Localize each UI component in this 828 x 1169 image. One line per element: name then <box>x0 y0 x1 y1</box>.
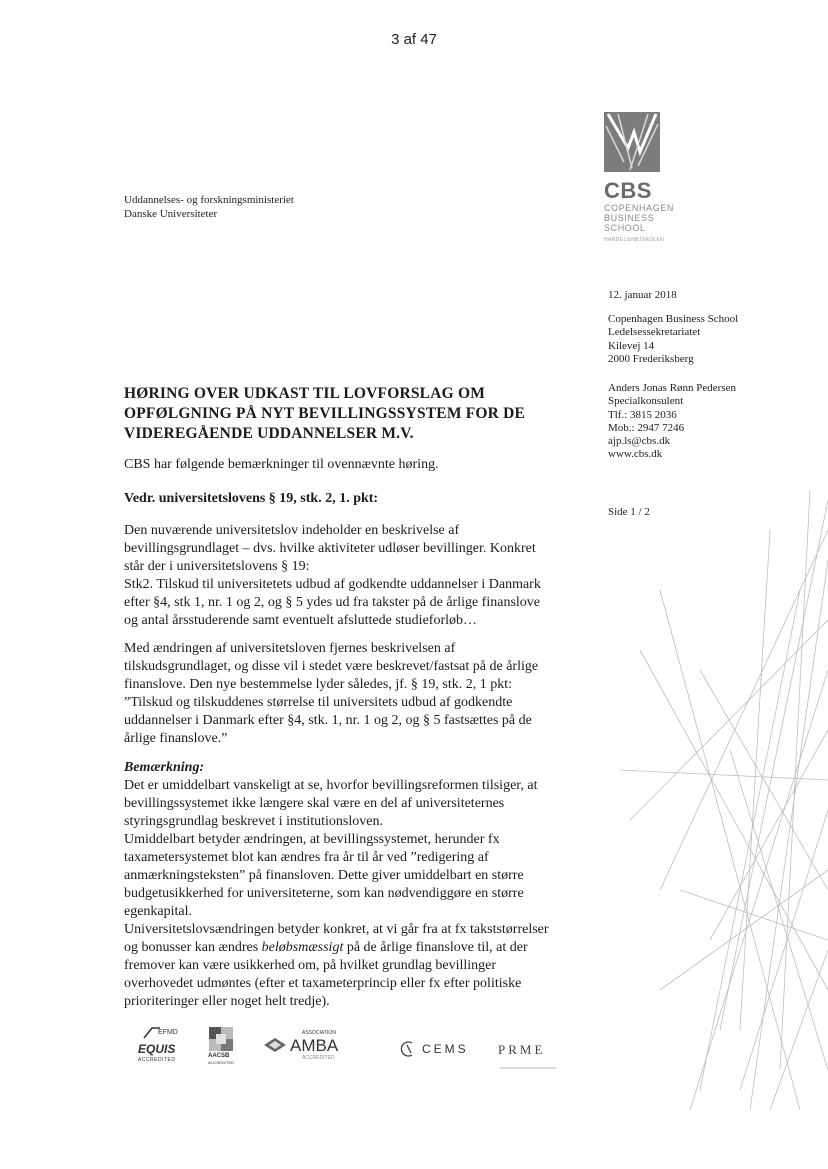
amba-sub-text: ACCREDITED <box>302 1055 335 1061</box>
sender-street: Kilevej 14 <box>608 339 655 352</box>
text-fragment: på de årlige finanslove til, at der <box>343 940 528 955</box>
equis-text: EQUIS <box>138 1042 176 1056</box>
section-heading: Vedr. universitetslovens § 19, stk. 2, 1. pkt: <box>124 491 379 506</box>
sender-dept: Ledelsessekretariatet <box>608 326 701 339</box>
accreditation-logos <box>124 1024 574 1074</box>
text-line: årlige finanslove.” <box>124 731 228 746</box>
paragraph-1 <box>124 522 584 630</box>
text-fragment: og bonusser kan ændres <box>124 940 262 955</box>
prme-logo <box>498 1042 558 1076</box>
recipient-block <box>124 193 294 221</box>
amba-text: AMBA <box>290 1036 339 1055</box>
page-indicator: 3 af 47 <box>391 31 437 48</box>
logo-name: CBS <box>604 178 652 203</box>
text-line: Universitetslovsændringen betyder konkret, at vi går fra at fx takststørrelser <box>124 922 549 937</box>
paragraph-3 <box>124 777 584 1011</box>
text-line: prioriteringer eller noget helt tredje). <box>124 994 330 1009</box>
emphasis-text: beløbsmæssigt <box>261 940 344 955</box>
text-line: bevillingssystemet ikke længere skal være en del af universiteternes <box>124 796 505 811</box>
text-line: overhovedet udmøntes (efter et taxameterprincip eller fx efter politiske <box>124 976 522 991</box>
text-line: efter §4, stk 1, nr. 1 og 2, og § 5 ydes ud fra takster på de årlige finanslove <box>124 595 541 610</box>
text-line: uddannelser i Danmark efter §4, stk. 1, nr. 1 og 2, og § 5 fastsættes på de <box>124 713 532 728</box>
recipient-line: Danske Universiteter <box>124 208 218 220</box>
title-line: VIDEREGÅENDE UDDANNELSER M.V. <box>124 425 414 442</box>
sender-role: Specialkonsulent <box>608 395 684 408</box>
sender-email[interactable]: ajp.ls@cbs.dk <box>608 435 671 448</box>
page-counter: Side 1 / 2 <box>608 506 650 518</box>
remark-heading: Bemærkning: <box>124 760 205 775</box>
text-line: tilskudsgrundlaget, og disse vil i stedet være beskrevet/fastsat på de årlige <box>124 659 539 674</box>
text-line: bevillingsgrundlaget – dvs. hvilke aktiviteter udløser bevillinger. Konkret <box>124 541 536 556</box>
letter-date: 12. januar 2018 <box>608 289 677 301</box>
logo-line-3: HANDELSHØJSKOLEN <box>604 237 665 243</box>
sender-mobile: Mob.: 2947 7246 <box>608 421 685 434</box>
text-line: Det er umiddelbart vanskeligt at se, hvorfor bevillingsreformen tilsiger, at <box>124 778 538 793</box>
text-line: anmærkningsteksten” på finansloven. Dette giver umiddelbart en større <box>124 868 524 883</box>
text-line: budgetusikkerhed for universiteterne, som kan nødvendiggøre en større <box>124 886 524 901</box>
equis-sub-text: ACCREDITED <box>138 1057 176 1063</box>
text-line <box>124 939 584 957</box>
text-line: Den nuværende universitetslov indeholder en beskrivelse af <box>124 523 460 538</box>
sender-phone: Tlf.: 3815 2036 <box>608 408 677 421</box>
text-line: finanslove. Den nye bestemmelse lyder således, jf. § 19, stk. 2, 1 pkt: <box>124 677 513 692</box>
intro-text: CBS har følgende bemærkninger til ovennævnte høring. <box>124 457 439 472</box>
amba-mark-icon <box>262 1036 288 1054</box>
paragraph-2 <box>124 640 584 748</box>
title-line: OPFØLGNING PÅ NYT BEVILLINGSSYSTEM FOR DE <box>124 405 526 422</box>
aacsb-mark-icon <box>208 1026 234 1052</box>
aacsb-sub-text: ACCREDITED <box>208 1060 235 1065</box>
text-line: Med ændringen af universitetsloven fjernes beskrivelsen af <box>124 641 456 656</box>
sender-contact <box>608 382 736 462</box>
text-line: ”Tilskud og tilskuddenes størrelse til universitets udbud af godkendte <box>124 695 513 710</box>
text-line: fremover kan være usikkerhed om, på hvilket grundlag bevillinger <box>124 958 497 973</box>
cbs-logo <box>604 112 694 243</box>
text-line: Stk2. Tilskud til universitetets udbud af godkendte uddannelser i Danmark <box>124 577 541 592</box>
sender-person: Anders Jonas Rønn Pedersen <box>608 382 737 394</box>
text-line: egenkapital. <box>124 904 193 919</box>
prme-text: PRME <box>498 1042 546 1057</box>
decorative-lines-graphic <box>600 470 828 1110</box>
sender-city: 2000 Frederiksberg <box>608 352 694 365</box>
sender-web[interactable]: www.cbs.dk <box>608 448 663 461</box>
cbs-logo-mark-icon <box>604 112 660 172</box>
document-title <box>124 384 564 444</box>
equis-top-text: EFMD <box>158 1029 178 1036</box>
prme-underline-icon <box>498 1065 558 1071</box>
text-line: står der i universitetslovens § 19: <box>124 559 310 574</box>
text-line: taxametersystemet blot kan ændres fra år til år ved ”redigering af <box>124 850 489 865</box>
cems-mark-icon <box>398 1040 418 1058</box>
aacsb-logo <box>208 1026 238 1065</box>
logo-line-2: BUSINESS SCHOOL <box>604 213 655 233</box>
text-line: styringsgrundlag beskrevet i institutionsloven. <box>124 814 383 829</box>
recipient-line: Uddannelses- og forskningsministeriet <box>124 194 294 206</box>
text-line: Umiddelbart betyder ændringen, at bevillingssystemet, herunder fx <box>124 832 500 847</box>
sender-address <box>608 313 738 366</box>
text-line: og antal årsstuderende samt eventuelt afsluttede studieforløb… <box>124 613 478 628</box>
cems-text: CEMS <box>422 1042 469 1056</box>
title-line: HØRING OVER UDKAST TIL LOVFORSLAG OM <box>124 385 486 402</box>
logo-line-1: COPENHAGEN <box>604 203 675 213</box>
aacsb-text: AACSB <box>208 1053 230 1059</box>
amba-top-text: ASSOCIATION <box>302 1030 336 1036</box>
sender-org: Copenhagen Business School <box>608 313 739 325</box>
